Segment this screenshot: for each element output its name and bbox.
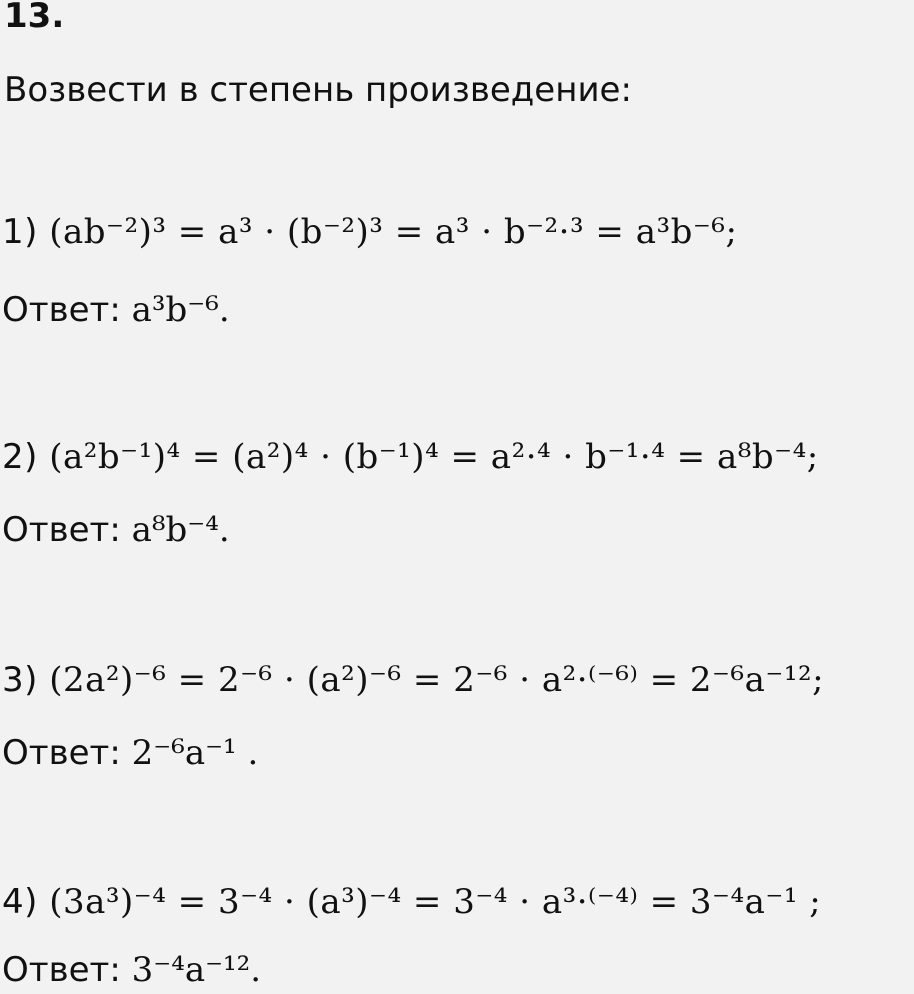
item-2-index: 2) (2, 437, 38, 477)
item-4-expression-line (2, 882, 821, 922)
item-2-answer-label: Ответ: (2, 510, 121, 550)
item-3-answer: 2⁻⁶a⁻¹ . (131, 733, 259, 773)
item-1-expression: (ab⁻²)³ = a³ · (b⁻²)³ = a³ · b⁻²·³ = a³b⁻⁶; (49, 212, 738, 252)
item-3-answer-label: Ответ: (2, 733, 121, 773)
item-3-index: 3) (2, 660, 38, 700)
item-2-expression-line (2, 437, 819, 477)
item-4-answer-line (2, 950, 261, 990)
item-1-answer-line (2, 290, 230, 330)
item-3-expression-line (2, 660, 824, 700)
item-4-answer: 3⁻⁴a⁻¹². (131, 950, 262, 990)
item-4-expression: (3a³)⁻⁴ = 3⁻⁴ · (a³)⁻⁴ = 3⁻⁴ · a³·⁽⁻⁴⁾ = 3⁻⁴a⁻¹ ; (49, 882, 822, 922)
item-1-answer: a³b⁻⁶. (131, 290, 230, 330)
problem-number: 13. (4, 0, 65, 36)
item-3-expression: (2a²)⁻⁶ = 2⁻⁶ · (a²)⁻⁶ = 2⁻⁶ · a²·⁽⁻⁶⁾ = 2⁻⁶a⁻¹²; (49, 660, 825, 700)
item-1-expression-line (2, 212, 737, 252)
item-3-answer-line (2, 733, 258, 773)
instruction-text: Возвести в степень произведение: (4, 70, 632, 110)
item-1-index: 1) (2, 212, 38, 252)
item-1-answer-label: Ответ: (2, 290, 121, 330)
item-2-answer-line (2, 510, 230, 550)
item-2-expression: (a²b⁻¹)⁴ = (a²)⁴ · (b⁻¹)⁴ = a²·⁴ · b⁻¹·⁴ = a⁸b⁻⁴; (49, 437, 819, 477)
item-4-index: 4) (2, 882, 38, 922)
item-2-answer: a⁸b⁻⁴. (131, 510, 230, 550)
item-4-answer-label: Ответ: (2, 950, 121, 990)
